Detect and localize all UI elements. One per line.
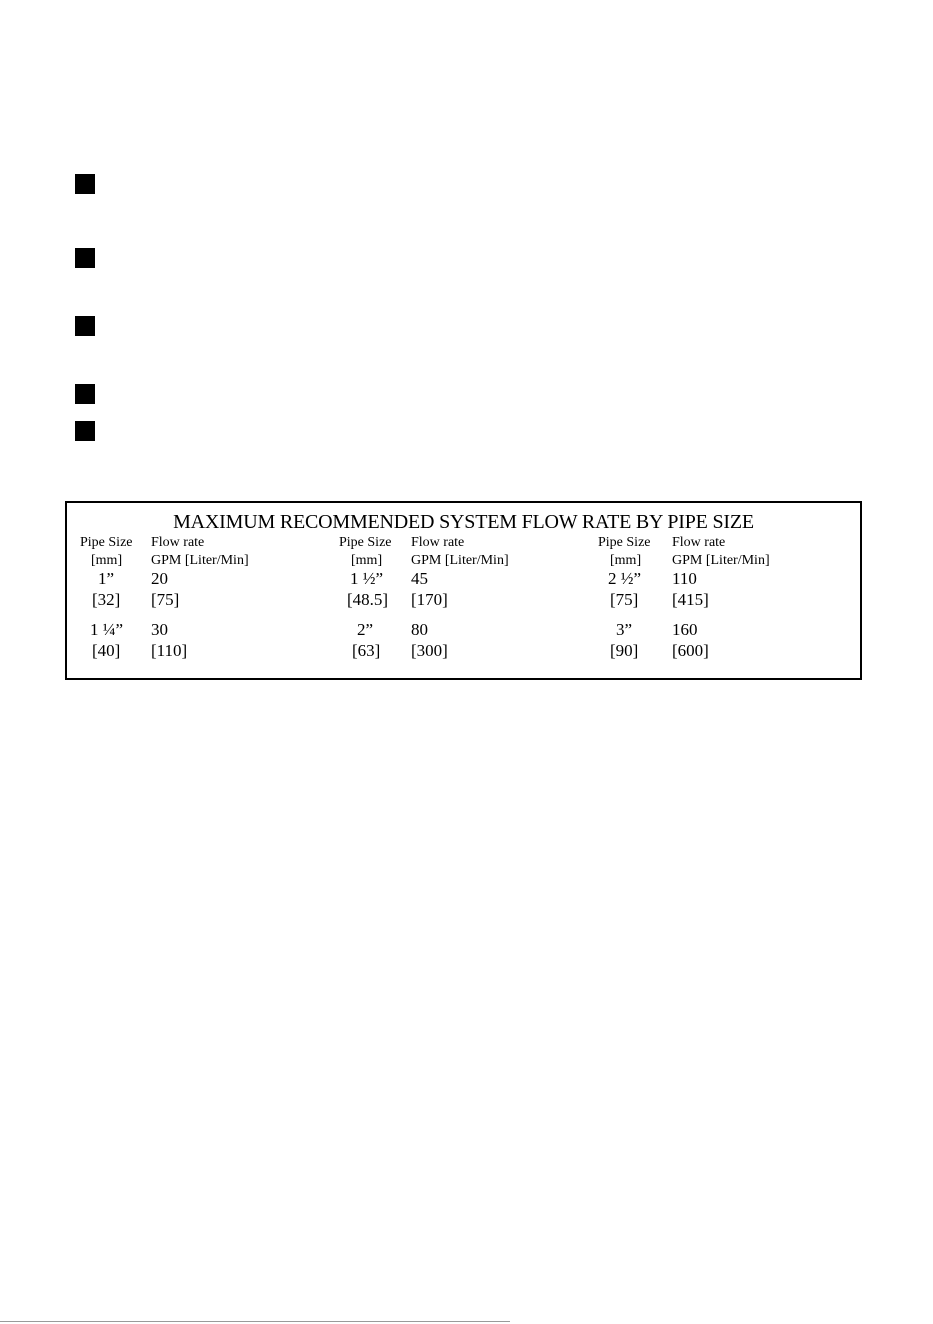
flow-rate-gpm-value: 30	[151, 620, 168, 639]
flow-rate-header: Flow rate	[411, 535, 465, 550]
flow-rate-lpm-value: [75]	[151, 590, 180, 609]
flow-rate-gpm-value: 80	[411, 620, 428, 639]
pipe-size-mm-value: [32]	[92, 590, 121, 609]
flow-rate-lpm-value: [110]	[151, 641, 188, 660]
table-title: MAXIMUM RECOMMENDED SYSTEM FLOW RATE BY PIPE SIZE	[173, 511, 754, 533]
flow-rate-gpm-value: 110	[672, 569, 697, 588]
pipe-size-value: 1”	[98, 569, 115, 588]
flow-rate-gpm-value: 160	[672, 620, 698, 639]
flow-rate-table	[65, 501, 862, 680]
pipe-size-value: 2”	[357, 620, 374, 639]
flow-rate-lpm-value: [600]	[672, 641, 709, 660]
pipe-size-value: 1 ½”	[350, 569, 384, 588]
pipe-size-mm-value: [63]	[352, 641, 381, 660]
pipe-size-value: 3”	[616, 620, 633, 639]
pipe-size-mm-value: [75]	[610, 590, 639, 609]
square-bullet-icon	[75, 248, 95, 268]
square-bullet-icon	[75, 421, 95, 441]
flow-rate-unit-header: GPM [Liter/Min]	[411, 553, 509, 568]
flow-rate-lpm-value: [300]	[411, 641, 448, 660]
flow-rate-header: Flow rate	[151, 535, 205, 550]
flow-rate-header: Flow rate	[672, 535, 726, 550]
square-bullet-icon	[75, 174, 95, 194]
pipe-size-mm-value: [40]	[92, 641, 121, 660]
flow-rate-gpm-value: 20	[151, 569, 168, 588]
pipe-size-header: Pipe Size	[598, 535, 651, 550]
square-bullet-icon	[75, 384, 95, 404]
flow-rate-lpm-value: [170]	[411, 590, 448, 609]
square-bullet-icon	[75, 316, 95, 336]
pipe-size-header: Pipe Size	[339, 535, 392, 550]
pipe-size-header: Pipe Size	[80, 535, 133, 550]
pipe-size-mm-value: [48.5]	[347, 590, 389, 609]
flow-rate-unit-header: GPM [Liter/Min]	[672, 553, 770, 568]
pipe-size-unit-header: [mm]	[610, 553, 642, 568]
pipe-size-unit-header: [mm]	[91, 553, 123, 568]
footer-divider	[0, 1321, 510, 1322]
pipe-size-value: 2 ½”	[608, 569, 642, 588]
pipe-size-mm-value: [90]	[610, 641, 639, 660]
pipe-size-unit-header: [mm]	[351, 553, 383, 568]
pipe-size-value: 1 ¼”	[90, 620, 124, 639]
flow-rate-gpm-value: 45	[411, 569, 428, 588]
flow-rate-unit-header: GPM [Liter/Min]	[151, 553, 249, 568]
flow-rate-lpm-value: [415]	[672, 590, 709, 609]
